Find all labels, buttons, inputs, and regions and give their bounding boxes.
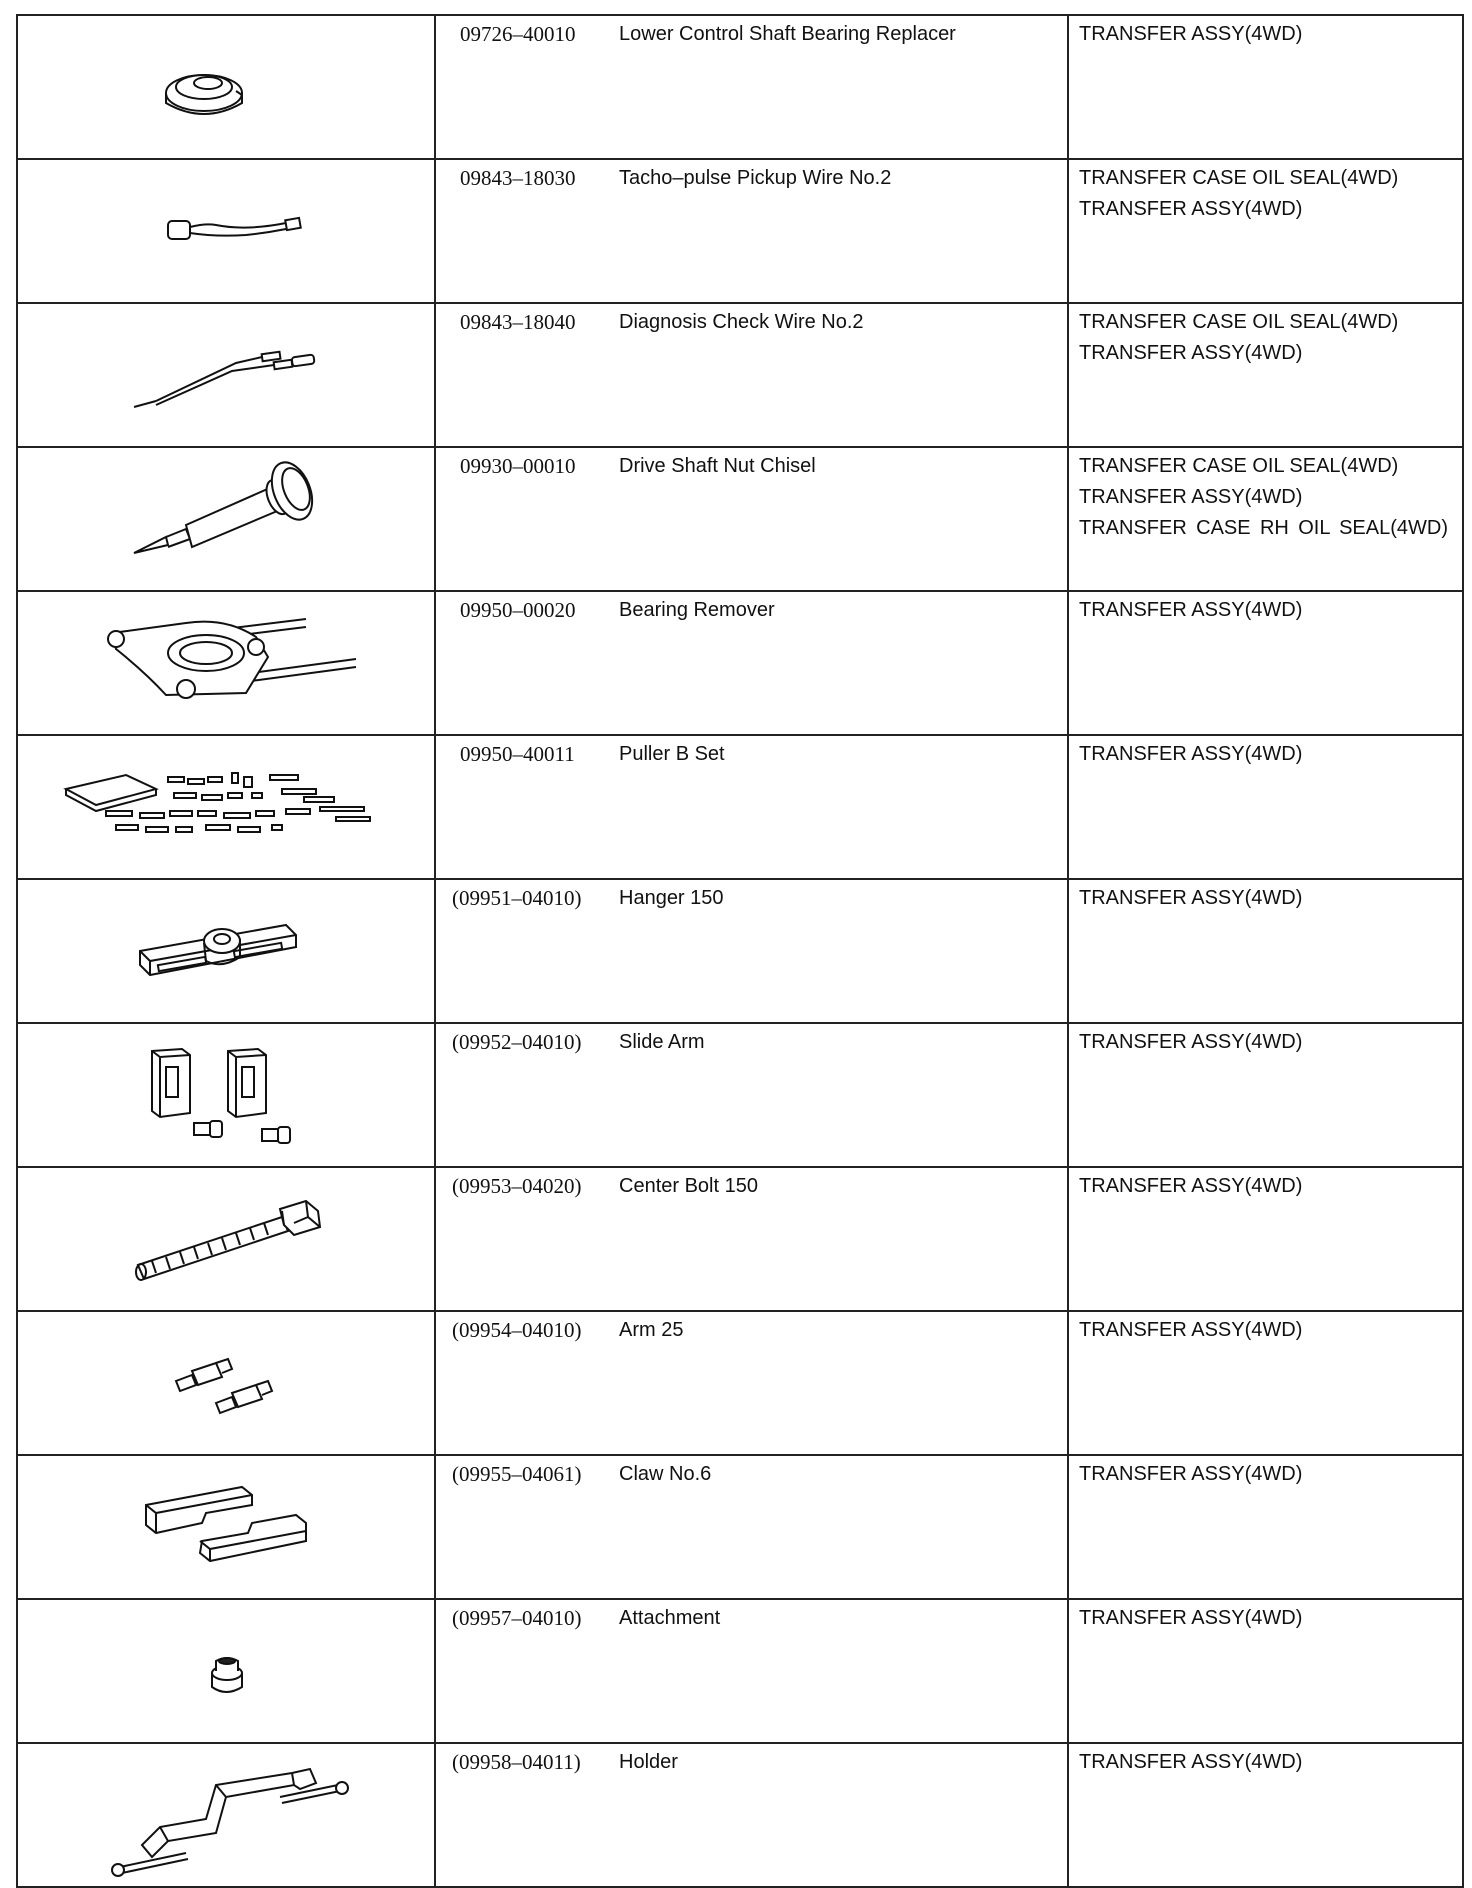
tool-illustration-cell bbox=[17, 1599, 435, 1743]
usage-item: TRANSFER ASSY(4WD) bbox=[1079, 342, 1303, 364]
part-number: 09726–40010 bbox=[460, 22, 576, 46]
usage-item: TRANSFER ASSY(4WD) bbox=[1079, 1751, 1303, 1773]
part-number: (09953–04020) bbox=[452, 1174, 582, 1198]
tool-illustration-cell bbox=[17, 1023, 435, 1167]
tool-name-cell bbox=[611, 1599, 1068, 1743]
usage-item: TRANSFER ASSY(4WD) bbox=[1079, 1031, 1303, 1053]
usage-cell bbox=[1068, 159, 1463, 303]
tool-illustration-cell bbox=[17, 303, 435, 447]
part-number-cell bbox=[435, 1311, 611, 1455]
table-row bbox=[17, 735, 1463, 879]
usage-cell bbox=[1068, 1455, 1463, 1599]
tool-name-cell bbox=[611, 591, 1068, 735]
tool-illustration-cell bbox=[17, 1167, 435, 1311]
usage-cell bbox=[1068, 735, 1463, 879]
tool-name-cell bbox=[611, 1455, 1068, 1599]
table-row bbox=[17, 879, 1463, 1023]
table-row bbox=[17, 159, 1463, 303]
usage-cell bbox=[1068, 303, 1463, 447]
table-row bbox=[17, 303, 1463, 447]
tool-illustration-cell bbox=[17, 591, 435, 735]
table-row bbox=[17, 1599, 1463, 1743]
tool-name-cell bbox=[611, 1167, 1068, 1311]
table-row bbox=[17, 15, 1463, 159]
usage-item: TRANSFER CASE OIL SEAL(4WD) bbox=[1079, 311, 1399, 333]
usage-cell bbox=[1068, 591, 1463, 735]
part-number-cell bbox=[435, 159, 611, 303]
tool-name: Lower Control Shaft Bearing Replacer bbox=[619, 23, 956, 45]
holder-icon bbox=[56, 1749, 396, 1879]
claw-icon bbox=[56, 1461, 396, 1591]
usage-cell bbox=[1068, 1023, 1463, 1167]
part-number-cell bbox=[435, 447, 611, 591]
center-bolt-icon bbox=[56, 1173, 396, 1303]
tool-name: Tacho–pulse Pickup Wire No.2 bbox=[619, 167, 892, 189]
part-number-cell bbox=[435, 1023, 611, 1167]
usage-cell bbox=[1068, 1167, 1463, 1311]
tool-name-cell bbox=[611, 159, 1068, 303]
puller-set-icon bbox=[56, 741, 396, 871]
part-number-cell bbox=[435, 1599, 611, 1743]
part-number-cell bbox=[435, 15, 611, 159]
tool-name-cell bbox=[611, 735, 1068, 879]
table-row bbox=[17, 1455, 1463, 1599]
arm-icon bbox=[56, 1317, 396, 1447]
table-row bbox=[17, 447, 1463, 591]
part-number: (09952–04010) bbox=[452, 1030, 582, 1054]
tool-name-cell bbox=[611, 15, 1068, 159]
tool-name-cell bbox=[611, 879, 1068, 1023]
usage-item: TRANSFER ASSY(4WD) bbox=[1079, 1319, 1303, 1341]
tool-name: Holder bbox=[619, 1751, 678, 1773]
slide-arm-icon bbox=[56, 1029, 396, 1159]
tool-illustration-cell bbox=[17, 1311, 435, 1455]
part-number: 09930–00010 bbox=[460, 454, 576, 478]
part-number-cell bbox=[435, 1743, 611, 1887]
bearing-replacer-icon bbox=[56, 21, 396, 151]
part-number: 09950–40011 bbox=[460, 742, 575, 766]
part-number-cell bbox=[435, 591, 611, 735]
usage-item: TRANSFER ASSY(4WD) bbox=[1079, 1463, 1303, 1485]
usage-item: TRANSFER CASE OIL SEAL(4WD) bbox=[1079, 167, 1399, 189]
tool-name: Claw No.6 bbox=[619, 1463, 712, 1485]
tool-illustration-cell bbox=[17, 735, 435, 879]
usage-item: TRANSFER ASSY(4WD) bbox=[1079, 599, 1303, 621]
usage-item: TRANSFER ASSY(4WD) bbox=[1079, 23, 1303, 45]
part-number: 09843–18040 bbox=[460, 310, 576, 334]
tool-illustration-cell bbox=[17, 159, 435, 303]
bearing-remover-icon bbox=[56, 597, 396, 727]
usage-item: TRANSFER ASSY(4WD) bbox=[1079, 198, 1303, 220]
part-number: (09958–04011) bbox=[452, 1750, 581, 1774]
part-number-cell bbox=[435, 303, 611, 447]
usage-cell bbox=[1068, 879, 1463, 1023]
tool-name: Puller B Set bbox=[619, 743, 725, 765]
tool-name: Drive Shaft Nut Chisel bbox=[619, 455, 816, 477]
tool-name: Arm 25 bbox=[619, 1319, 684, 1341]
usage-cell bbox=[1068, 1743, 1463, 1887]
tool-illustration-cell bbox=[17, 447, 435, 591]
part-number-cell bbox=[435, 879, 611, 1023]
check-wire-icon bbox=[56, 309, 396, 439]
tool-illustration-cell bbox=[17, 1743, 435, 1887]
part-number: 09843–18030 bbox=[460, 166, 576, 190]
tool-name-cell bbox=[611, 1023, 1068, 1167]
tool-name: Bearing Remover bbox=[619, 599, 775, 621]
tool-name: Center Bolt 150 bbox=[619, 1175, 758, 1197]
table-row bbox=[17, 591, 1463, 735]
nut-chisel-icon bbox=[56, 453, 396, 583]
tool-name: Hanger 150 bbox=[619, 887, 724, 909]
table-row bbox=[17, 1743, 1463, 1887]
tool-name-cell bbox=[611, 1743, 1068, 1887]
tool-illustration-cell bbox=[17, 1455, 435, 1599]
tool-name-cell bbox=[611, 447, 1068, 591]
table-row bbox=[17, 1311, 1463, 1455]
tool-name-cell bbox=[611, 1311, 1068, 1455]
usage-cell bbox=[1068, 1599, 1463, 1743]
part-number-cell bbox=[435, 735, 611, 879]
tool-name: Slide Arm bbox=[619, 1031, 705, 1053]
special-service-tools-table bbox=[16, 14, 1464, 1888]
table-row bbox=[17, 1023, 1463, 1167]
usage-item: TRANSFER ASSY(4WD) bbox=[1079, 486, 1303, 508]
part-number-cell bbox=[435, 1167, 611, 1311]
pickup-wire-icon bbox=[56, 165, 396, 295]
tool-name-cell bbox=[611, 303, 1068, 447]
usage-cell bbox=[1068, 1311, 1463, 1455]
table-row bbox=[17, 1167, 1463, 1311]
part-number-cell bbox=[435, 1455, 611, 1599]
tool-name: Diagnosis Check Wire No.2 bbox=[619, 311, 864, 333]
part-number: 09950–00020 bbox=[460, 598, 576, 622]
usage-cell bbox=[1068, 447, 1463, 591]
part-number: (09955–04061) bbox=[452, 1462, 582, 1486]
hanger-icon bbox=[56, 885, 396, 1015]
part-number: (09954–04010) bbox=[452, 1318, 582, 1342]
tool-name: Attachment bbox=[619, 1607, 721, 1629]
usage-item: TRANSFER CASE RH OIL SEAL(4WD) bbox=[1079, 517, 1448, 539]
usage-cell bbox=[1068, 15, 1463, 159]
usage-item: TRANSFER ASSY(4WD) bbox=[1079, 743, 1303, 765]
tool-illustration-cell bbox=[17, 15, 435, 159]
attachment-icon bbox=[56, 1605, 396, 1735]
part-number: (09957–04010) bbox=[452, 1606, 582, 1630]
part-number: (09951–04010) bbox=[452, 886, 582, 910]
usage-item: TRANSFER ASSY(4WD) bbox=[1079, 887, 1303, 909]
tool-illustration-cell bbox=[17, 879, 435, 1023]
usage-item: TRANSFER ASSY(4WD) bbox=[1079, 1607, 1303, 1629]
usage-item: TRANSFER CASE OIL SEAL(4WD) bbox=[1079, 455, 1399, 477]
usage-item: TRANSFER ASSY(4WD) bbox=[1079, 1175, 1303, 1197]
